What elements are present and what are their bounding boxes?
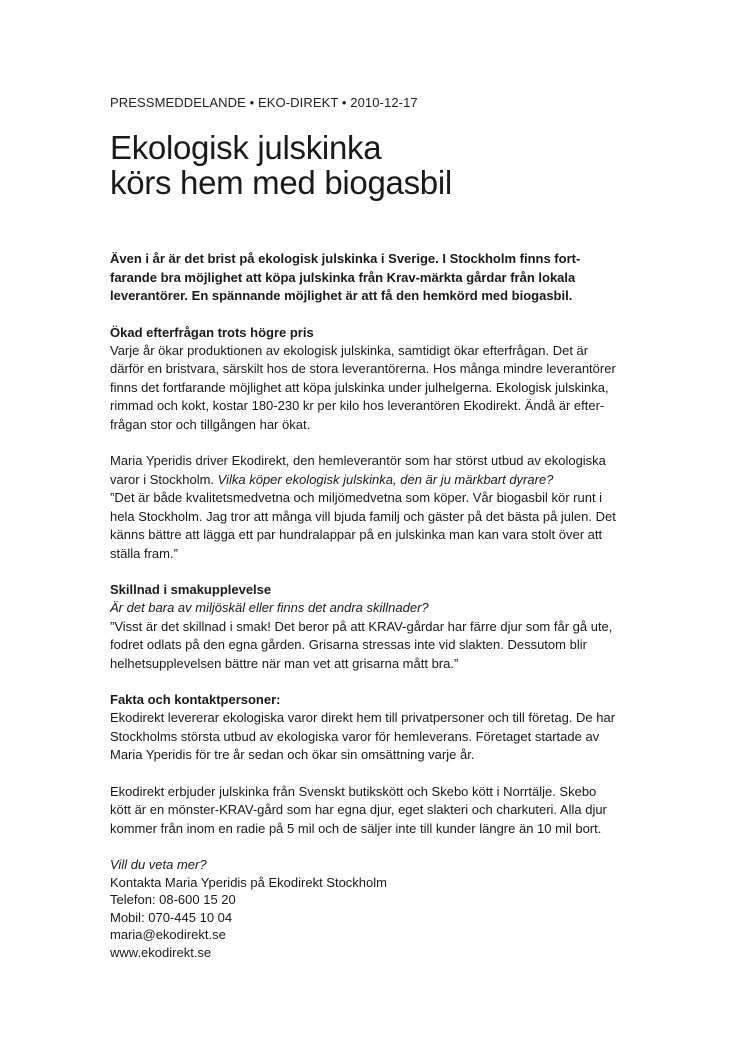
section-body (110, 783, 640, 839)
quote-line: ”Visst är det skillnad i smak! Det beror på att KRAV-gårdar har färre djur som får gå ute, (110, 618, 613, 634)
press-release-page (110, 95, 640, 961)
section-suppliers (110, 783, 640, 839)
body-line: Varje år ökar produktionen av ekologisk julskinka, samtidigt ökar efterfrågan. Det är (110, 342, 589, 358)
mobile-number: Mobil: 070-445 10 04 (110, 909, 233, 925)
quote-line: fodret odlats på den egna gården. Grisarna stressas inte vid slakten. Dessutom blir (110, 637, 587, 652)
section-interview (110, 452, 640, 563)
section-taste (110, 581, 640, 673)
contact-block (110, 856, 640, 961)
title-line-2: körs hem med biogasbil (110, 164, 452, 201)
lead-paragraph (110, 250, 640, 306)
body-line: Ekodirekt erbjuder julskinka från Svenskt butikskött och Skebo kött i Norrtälje. Skebo (110, 783, 597, 799)
website-url: www.ekodirekt.se (110, 944, 212, 960)
body-line: frågan stor och tillgången har ökat. (110, 416, 311, 432)
section-body (110, 342, 640, 435)
body-text: varor i Stockholm. (110, 471, 218, 487)
section-body (110, 599, 640, 673)
contact-line: Kontakta Maria Yperidis på Ekodirekt Stockholm (110, 874, 387, 890)
section-body (110, 709, 640, 765)
section-heading: Skillnad i smakupplevelse (110, 582, 272, 597)
section-body (110, 452, 640, 563)
body-line-mixed (110, 471, 640, 490)
body-line: rimmad och kokt, kostar 180-230 kr per kilo hos leverantören Ekodirekt. Ändå är efter- (110, 398, 605, 413)
kicker-line: PRESSMEDDELANDE • EKO-DIREKT • 2010-12-17 (110, 95, 418, 110)
interview-question: Vilka köper ekologisk julskinka, den är ju märkbart dyrare? (217, 471, 554, 487)
quote-line: hela Stockholm. Jag tror att många vill bjuda familj och gäster på det bästa på julen. Det (110, 508, 616, 524)
body-line: kött är en mönster-KRAV-gård som har egna djur, eget slakteri och charkuteri. Alla djur (110, 802, 607, 817)
body-line: Maria Yperidis driver Ekodirekt, den hemleverantör som har störst utbud av ekologiska (110, 453, 606, 468)
quote-line: ”Det är både kvalitetsmedvetna och miljömedvetna som köper. Vår biogasbil kör runt i (110, 490, 603, 505)
quote-line: ställa fram.” (110, 545, 178, 561)
body-line: därför en bristvara, särskilt hos de stora leverantörerna. Hos många mindre leverantörer (110, 361, 616, 376)
lead-line: Även i år är det brist på ekologisk julskinka i Sverige. I Stockholm finns fort- (110, 251, 581, 266)
contact-heading: Vill du veta mer? (110, 857, 207, 872)
section-demand (110, 324, 640, 435)
body-line: kommer från inom en radie på 5 mil och de säljer inte till kunder längre än 10 mil bort. (110, 820, 602, 836)
page-title (110, 130, 640, 200)
lead-line: farande bra möjlighet att köpa julskinka från Krav-märkta gårdar från lokala (110, 269, 576, 285)
email-address: maria@ekodirekt.se (110, 927, 226, 942)
body-line: finns det fortfarande möjlighet att köpa julskinka under julhelgerna. Ekologisk julskinka, (110, 379, 609, 395)
lead-line: leverantörer. En spännande möjlighet är att få den hemkörd med biogasbil. (110, 288, 573, 303)
body-line: Ekodirekt levererar ekologiska varor direkt hem till privatpersoner och till företag. De har (110, 710, 616, 725)
phone-number: Telefon: 08-600 15 20 (110, 892, 236, 907)
quote-line: helhetsupplevelsen bättre när man vet att grisarna mått bra.” (110, 655, 459, 671)
section-facts (110, 691, 640, 765)
body-line: Stockholms största utbud av ekologiska varor för hemleverans. Företaget startade av (110, 728, 600, 744)
title-line-1: Ekologisk julskinka (110, 129, 382, 166)
section-heading: Ökad efterfrågan trots högre pris (110, 324, 314, 340)
quote-line: känns bättre att lägga ett par hundralappar på en julskinka man kan vara stolt över att (110, 527, 603, 542)
section-heading: Fakta och kontaktpersoner: (110, 692, 281, 707)
interview-question: Är det bara av miljöskäl eller finns det andra skillnader? (110, 600, 429, 615)
body-line: Maria Yperidis för tre år sedan och ökar sin omsättning varje år. (110, 747, 475, 762)
